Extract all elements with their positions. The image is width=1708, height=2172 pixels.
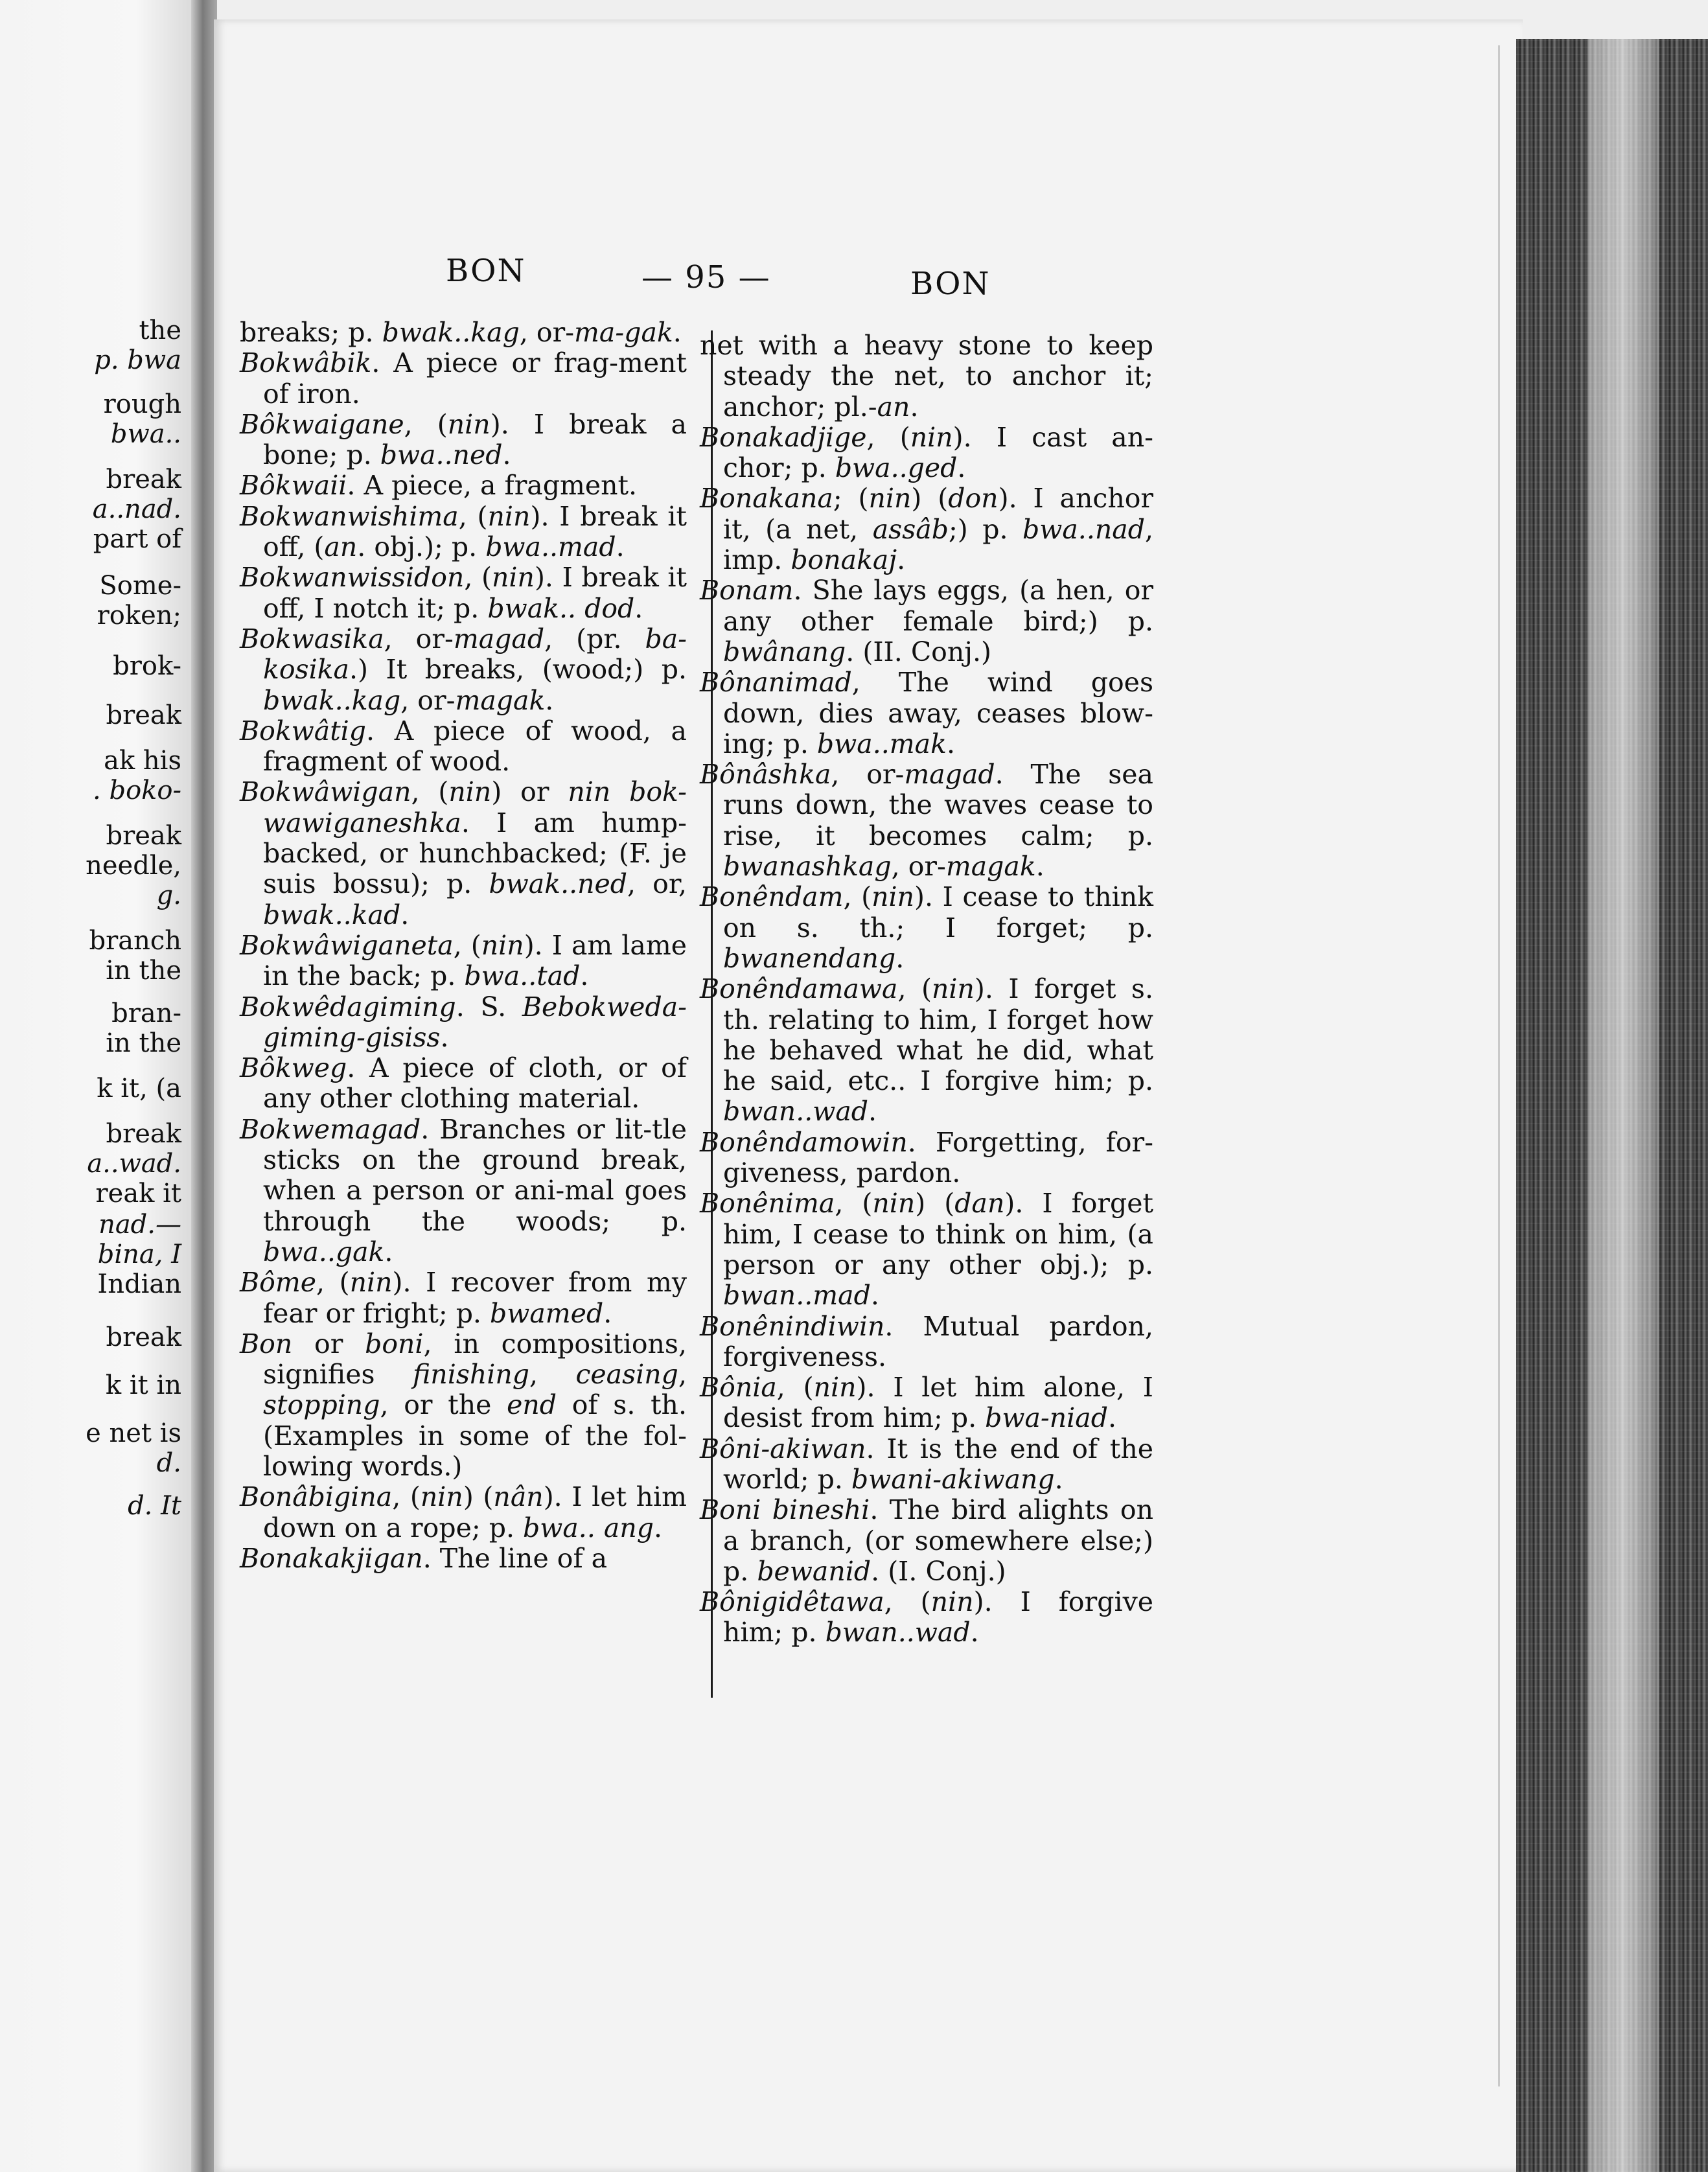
dictionary-entry: net with a heavy stone to keep steady the net, to anchor it; anchor; pl.-an. xyxy=(700,330,1153,422)
facing-page-text-fragment: g. xyxy=(156,881,181,910)
dictionary-entry: Bokwanwishima, (nin). I break it off, (an. obj.); p. bwa..mad. xyxy=(240,500,687,563)
facing-page-text-fragment: rough xyxy=(103,389,181,419)
facing-page-text-fragment: the xyxy=(139,316,181,345)
facing-page-text-fragment: needle, xyxy=(86,851,181,881)
facing-page-text-fragment: part of xyxy=(93,524,181,554)
dictionary-entry: Bônia, (nin). I let him alone, I desist from him; p. bwa-niad. xyxy=(700,1372,1154,1434)
dictionary-entry: Bokwêdagiming. S. Bebokweda-giming-gisiss. xyxy=(240,991,687,1053)
dictionary-entry: Bonênindiwin. Mutual pardon, forgiveness. xyxy=(700,1310,1153,1372)
facing-page-text-fragment: p. bwa xyxy=(94,345,181,375)
left-column xyxy=(240,318,687,1574)
dictionary-entry: Bonakakjigan. The line of a xyxy=(240,1542,608,1574)
right-column xyxy=(700,330,1153,1648)
dictionary-entry: Bôkweg. A piece of cloth, or of any other clothing material. xyxy=(240,1052,687,1115)
dictionary-entry: Bônanimad, The wind goes down, dies away, ceases blow-ing; p. bwa..mak. xyxy=(700,667,1153,759)
dictionary-entry: Bonakana; (nin) (don). I anchor it, (a net, assâb;) p. bwa..nad, imp. bonakaj. xyxy=(700,483,1154,576)
dictionary-entry: Bokwasika, or-magad, (pr. ba-kosika.) It breaks, (wood;) p. bwak..kag, or-magak. xyxy=(240,623,687,716)
dictionary-entry: Bônâshka, or-magad. The sea runs down, the waves cease to rise, it becomes calm; p. bwanashkag, or-magak. xyxy=(700,759,1153,883)
facing-page-fragment xyxy=(0,0,194,2172)
dictionary-entry: Bokwanwissidon, (nin). I break it off, I notch it; p. bwak.. dod. xyxy=(240,562,687,624)
dictionary-entry: Bokwâbik. A piece or frag-ment of iron. xyxy=(240,347,687,410)
facing-page-text-fragment: nad.— xyxy=(98,1210,181,1240)
facing-page-text-fragment: Some- xyxy=(99,571,181,601)
facing-page-text-fragment: branch xyxy=(89,926,181,956)
facing-page-text-fragment: a..nad. xyxy=(92,494,181,524)
dictionary-entry: Bôkwaigane, (nin). I break a bone; p. bwa..ned. xyxy=(240,408,687,471)
facing-page-text-fragment: break xyxy=(106,821,181,851)
facing-page-text-fragment: bran- xyxy=(111,999,181,1028)
page-number: — 95 — xyxy=(641,259,771,295)
facing-page-text-fragment: d. xyxy=(156,1448,181,1478)
facing-page-text-fragment: Indian xyxy=(97,1269,181,1299)
facing-page-text-fragment: . boko- xyxy=(93,776,181,805)
dictionary-entry: Bôme, (nin). I recover from my fear or fright; p. bwamed. xyxy=(240,1267,687,1329)
dictionary-entry: Bonêndam, (nin). I cease to think on s. th.; I forget; p. bwanendang. xyxy=(700,881,1154,974)
facing-page-text-fragment: k it, (a xyxy=(97,1074,181,1103)
dictionary-entry: Boni bineshi. The bird alights on a branch, (or somewhere else;) p. bewanid. (I. Conj.) xyxy=(700,1494,1154,1587)
facing-page-text-fragment: d. It xyxy=(128,1491,181,1521)
dictionary-entry: breaks; p. bwak..kag, or-ma-gak. xyxy=(240,317,682,348)
facing-page-text-fragment: k it in xyxy=(105,1370,181,1400)
book-page-edges xyxy=(1516,39,1708,2172)
facing-page-text-fragment: bwa.. xyxy=(110,419,181,449)
running-head-right: BON xyxy=(910,266,991,302)
book-gutter xyxy=(191,0,217,2172)
facing-page-text-fragment: reak it xyxy=(95,1179,181,1208)
dictionary-entry: Bonênima, (nin) (dan). I forget him, I cease to think on him, (a person or any other obj.); p. bwan..mad. xyxy=(700,1188,1154,1311)
dictionary-entry: Bokwâwiganeta, (nin). I am lame in the back; p. bwa..tad. xyxy=(240,929,687,992)
dictionary-entry: Bonam. She lays eggs, (a hen, or any other female bird;) p. bwânang. (II. Conj.) xyxy=(700,575,1153,667)
dictionary-entry: Bonâbigina, (nin) (nân). I let him down on a rope; p. bwa.. ang. xyxy=(240,1481,687,1543)
facing-page-text-fragment: bina, I xyxy=(97,1240,181,1269)
page-edge-line xyxy=(1498,45,1500,2086)
facing-page-text-fragment: roken; xyxy=(97,601,181,630)
facing-page-text-fragment: a..wad. xyxy=(87,1149,181,1179)
dictionary-entry: Bônigidêtawa, (nin). I forgive him; p. bwan..wad. xyxy=(700,1586,1153,1648)
dictionary-entry: Bon or boni, in compositions, signifies finishing, ceasing, stopping, or the end of s. th. (Examples in some of the fol-lowing words.) xyxy=(240,1328,687,1482)
facing-page-text-fragment: break xyxy=(106,1323,181,1352)
facing-page-text-fragment: break xyxy=(106,700,181,730)
dictionary-entry: Bokwemagad. Branches or lit-tle sticks on the ground break, when a person or ani-mal goes through the woods; p. bwa..gak. xyxy=(240,1113,687,1267)
facing-page-text-fragment: brok- xyxy=(113,651,181,681)
facing-page-text-fragment: ak his xyxy=(104,746,181,776)
dictionary-entry: Bôni-akiwan. It is the end of the world; p. bwani-akiwang. xyxy=(700,1433,1153,1495)
facing-page-text-fragment: break xyxy=(106,1119,181,1149)
dictionary-entry: Bonêndamawa, (nin). I forget s. th. relating to him, I forget how he behaved what he did, what he said, etc.. I forgive him; p. bwan..wad. xyxy=(700,973,1154,1127)
facing-page-text-fragment: in the xyxy=(106,956,181,986)
facing-page-text-fragment: break xyxy=(106,465,181,494)
dictionary-entry: Bokwâwigan, (nin) or nin bok-wawiganeshka. I am hump-backed, or hunchbacked; (F. je suis bossu); p. bwak..ned, or, bwak..kad. xyxy=(240,776,687,930)
facing-page-text-fragment: in the xyxy=(106,1028,181,1058)
facing-page-text-fragment: e net is xyxy=(86,1418,181,1448)
dictionary-entry: Bôkwaii. A piece, a fragment. xyxy=(240,470,638,502)
dictionary-entry: Bonakadjige, (nin). I cast an-chor; p. bwa..ged. xyxy=(700,421,1154,484)
dictionary-entry: Bonêndamowin. Forgetting, for-giveness, pardon. xyxy=(700,1126,1153,1189)
dictionary-entry: Bokwâtig. A piece of wood, a fragment of wood. xyxy=(240,715,687,778)
running-head-left: BON xyxy=(446,253,526,289)
